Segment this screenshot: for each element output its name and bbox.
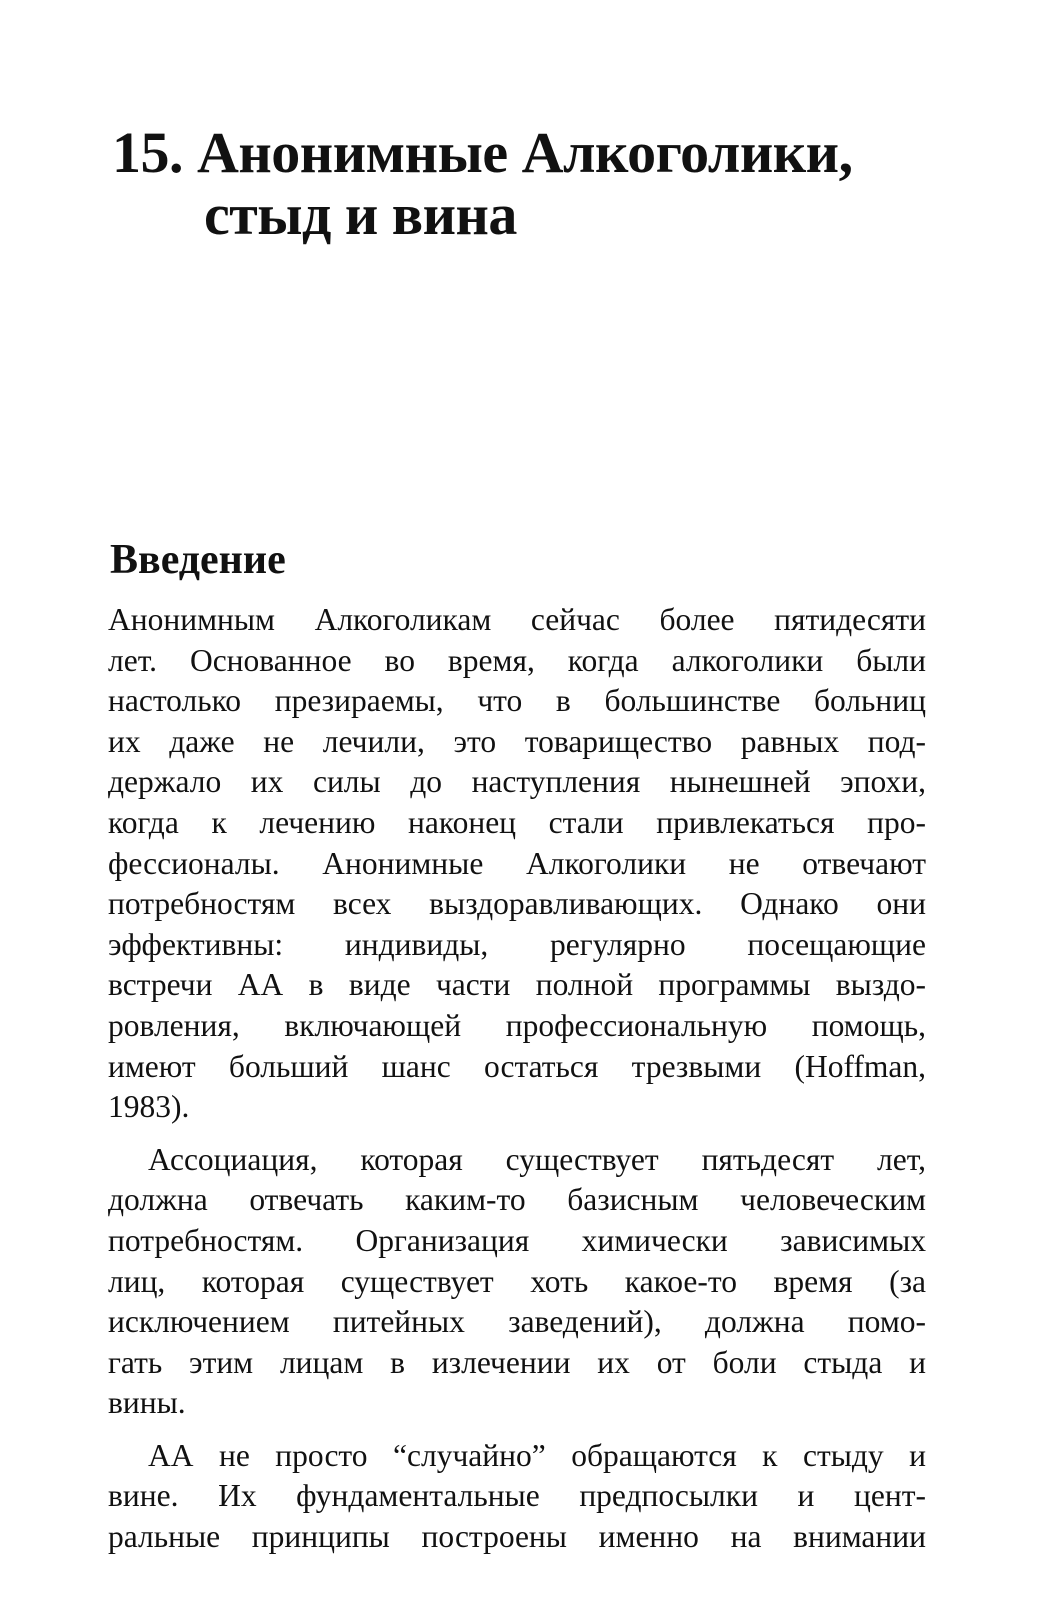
text-line: потребностям всех выздоравливающих. Однако они [108, 886, 926, 922]
text-line: когда к лечению наконец стали привлекаться про- [108, 804, 926, 840]
paragraph-3 [108, 1436, 926, 1558]
paragraph-2 [108, 1140, 926, 1424]
text-line: потребностям. Организация химически зависимых [108, 1222, 926, 1258]
text-line: ровления, включающей профессиональную помощь, [108, 1007, 926, 1043]
text-line: настолько презираемы, что в большинстве больниц [108, 683, 926, 719]
text-line: вины. [108, 1385, 186, 1421]
chapter-title-line-1: 15. Анонимные Алкоголики, [112, 120, 853, 185]
text-line: должна отвечать каким-то базисным человеческим [108, 1182, 926, 1218]
text-line: лиц, которая существует хоть какое-то время (за [108, 1263, 926, 1299]
section-heading: Введение [110, 537, 286, 583]
text-line: ральные принципы построены именно на внимании [108, 1519, 926, 1555]
text-line: их даже не лечили, это товарищество равных под- [108, 723, 926, 759]
body-text [108, 600, 926, 1570]
text-line: вине. Их фундаментальные предпосылки и цент- [108, 1478, 926, 1514]
paragraph-1 [108, 600, 926, 1128]
text-line: эффективны: индивиды, регулярно посещающие [108, 926, 926, 962]
chapter-title-line-2: стыд и вина [204, 182, 517, 247]
text-line: исключением питейных заведений), должна помо- [108, 1304, 926, 1340]
chapter-title [112, 122, 992, 246]
text-line: встречи АА в виде части полной программы выздо- [108, 967, 926, 1003]
text-line: Анонимным Алкоголикам сейчас более пятидесяти [108, 602, 926, 637]
text-line: имеют больший шанс остаться трезвыми (Hoffman, [108, 1048, 926, 1084]
text-line: держало их силы до наступления нынешней эпохи, [108, 764, 926, 800]
text-line: Ассоциация, которая существует пятьдесят лет, [148, 1141, 926, 1177]
text-line: 1983). [108, 1089, 190, 1125]
text-line: АА не просто “случайно” обращаются к стыду и [148, 1437, 926, 1473]
text-line: лет. Основанное во время, когда алкоголики были [108, 642, 926, 678]
text-line: фессионалы. Анонимные Алкоголики не отвечают [108, 845, 926, 881]
text-line: гать этим лицам в излечении их от боли стыда и [108, 1344, 926, 1380]
